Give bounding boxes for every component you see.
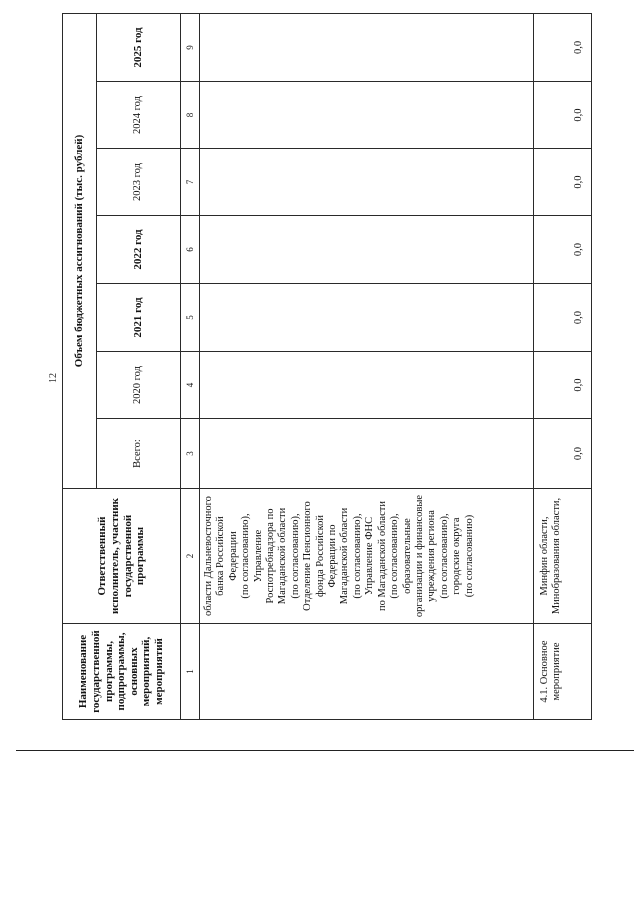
row-name-cell xyxy=(200,624,534,720)
header-year-2025: 2025 год xyxy=(97,13,181,81)
header-year-2023: 2023 год xyxy=(97,149,181,216)
page-separator-rule xyxy=(16,750,634,751)
row-responsible-cell xyxy=(200,489,534,624)
table-row xyxy=(200,13,534,719)
responsible-line: организации и финансовые xyxy=(413,494,425,618)
header-year-2024: 2024 год xyxy=(97,82,181,149)
row-value-2024: 0,0 xyxy=(534,82,592,149)
responsible-line: по Магаданской области xyxy=(376,501,388,611)
responsible-line: (по согласованию) xyxy=(463,514,475,598)
column-number: 5 xyxy=(181,284,200,352)
row-value-2020: 0,0 xyxy=(534,352,592,419)
row-value-total xyxy=(200,419,534,489)
row-value-2025 xyxy=(200,13,534,81)
responsible-line: (по согласованию), xyxy=(240,513,252,599)
responsible-line: городские округа xyxy=(451,517,463,595)
responsible-line: Магаданской области xyxy=(277,507,289,605)
budget-table xyxy=(62,13,592,720)
row-value-2021: 0,0 xyxy=(534,284,592,352)
responsible-line: образовательные xyxy=(401,518,413,594)
responsible-line: Минфин области, xyxy=(539,516,550,596)
column-number: 2 xyxy=(181,489,200,624)
responsible-line: области Дальневосточного xyxy=(203,496,214,616)
header-total: Всего: xyxy=(97,419,181,489)
header-budget-group: Объем бюджетных ассигнований (тыс. рублей) xyxy=(63,13,97,488)
column-number: 9 xyxy=(181,13,200,81)
column-number: 8 xyxy=(181,82,200,149)
header-year-2020: 2020 год xyxy=(97,352,181,419)
responsible-line: учреждения региона xyxy=(426,510,438,602)
row-name-cell: 4.1. Основное мероприятие xyxy=(534,624,592,720)
row-value-2022: 0,0 xyxy=(534,216,592,284)
row-value-2023 xyxy=(200,149,534,216)
responsible-line: Управление xyxy=(252,529,264,583)
row-value-total: 0,0 xyxy=(534,419,592,489)
table-row xyxy=(534,13,592,719)
responsible-line: Управление ФНС xyxy=(364,516,376,596)
responsible-line: (по согласованию), xyxy=(289,513,301,599)
row-responsible-cell xyxy=(534,489,592,624)
row-value-2021 xyxy=(200,284,534,352)
responsible-line: Федерации xyxy=(227,531,239,581)
column-number: 1 xyxy=(181,624,200,720)
header-responsible: Ответственный исполнитель, участник государственной программы xyxy=(63,489,181,624)
rotated-table-container xyxy=(62,14,592,720)
row-value-2025: 0,0 xyxy=(534,13,592,81)
responsible-line: (по согласованию), xyxy=(438,513,450,599)
page-number: 12 xyxy=(48,373,59,383)
header-name: Наименование государственной программы, подпрограммы, основных мероприятий, мероприятий xyxy=(63,624,181,720)
responsible-line: (по согласованию), xyxy=(389,513,401,599)
column-number: 6 xyxy=(181,216,200,284)
responsible-line: (по согласованию), xyxy=(351,513,363,599)
row-value-2024 xyxy=(200,82,534,149)
column-number: 3 xyxy=(181,419,200,489)
header-year-2021: 2021 год xyxy=(97,284,181,352)
row-value-2020 xyxy=(200,352,534,419)
header-year-2022: 2022 год xyxy=(97,216,181,284)
responsible-line: фонда Российской xyxy=(314,514,326,598)
responsible-line: Минобразования области, xyxy=(551,497,563,615)
column-number: 4 xyxy=(181,352,200,419)
responsible-line: Отделение Пенсионного xyxy=(302,501,314,611)
responsible-line: Федерации по xyxy=(327,524,339,588)
responsible-line: Роспотребнадзора по xyxy=(265,508,277,604)
responsible-line: Магаданской области xyxy=(339,507,351,605)
responsible-line: банка Российской xyxy=(215,516,227,596)
row-value-2023: 0,0 xyxy=(534,149,592,216)
column-number: 7 xyxy=(181,149,200,216)
row-value-2022 xyxy=(200,216,534,284)
